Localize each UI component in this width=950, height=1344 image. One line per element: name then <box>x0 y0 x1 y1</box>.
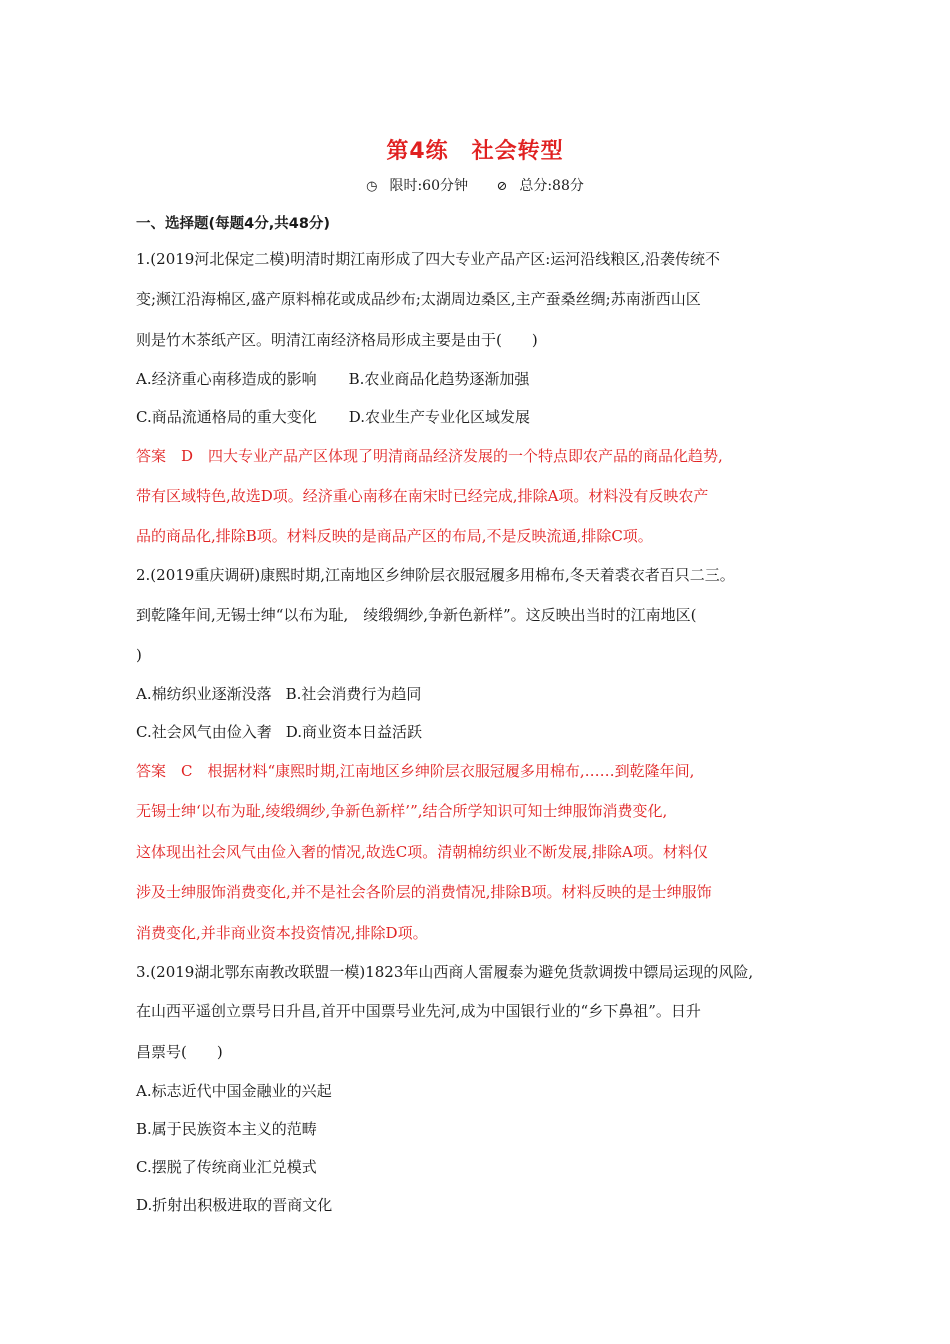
section-heading: 一、选择题(每题4分,共48分) <box>136 216 331 232</box>
q1-options-row <box>136 369 529 389</box>
q3-stem-line: 3.(2019湖北鄂东南教改联盟一模)1823年山西商人雷履泰为避免货款调拨中镖局运现的风险, <box>136 963 754 981</box>
q2-option-a: A.棉纺织业逐渐没落 <box>136 685 272 703</box>
q1-stem-line: 则是竹木茶纸产区。明清江南经济格局形成主要是由于( ) <box>136 331 538 349</box>
check-circle-icon: ⊘ <box>496 179 508 194</box>
q1-option-a: A.经济重心南移造成的影响 <box>136 370 317 388</box>
page-title: 第4练 社会转型 <box>386 139 564 164</box>
clock-icon: ◷ <box>366 179 378 194</box>
q3-stem-line: 在山西平遥创立票号日升昌,首开中国票号业先河,成为中国银行业的“乡下鼻祖”。日升 <box>136 1002 701 1020</box>
q2-options-row <box>136 722 422 742</box>
q2-answer-line: 涉及士绅服饰消费变化,并不是社会各阶层的消费情况,排除B项。材料反映的是士绅服饰 <box>136 883 712 901</box>
q1-answer-line: 答案 D 四大专业产品产区体现了明清商品经济发展的一个特点即农产品的商品化趋势, <box>136 447 723 465</box>
q2-stem-line: 2.(2019重庆调研)康熙时期,江南地区乡绅阶层衣服冠履多用棉布,冬天着裘衣者百只二三。 <box>136 566 735 584</box>
q2-answer-line: 这体现出社会风气由俭入奢的情况,故选C项。清朝棉纺织业不断发展,排除A项。材料仅 <box>136 843 708 861</box>
q3-option-c: C.摆脱了传统商业汇兑模式 <box>136 1158 317 1176</box>
q2-stem-line: 到乾隆年间,无锡士绅“以布为耻, 绫缎绸纱,争新色新样”。这反映出当时的江南地区( <box>136 606 697 624</box>
total-score <box>490 178 589 194</box>
time-limit-label: 限时:60分钟 <box>389 178 468 194</box>
q1-option-d: D.农业生产专业化区域发展 <box>348 408 530 426</box>
q2-answer-line: 消费变化,并非商业资本投资情况,排除D项。 <box>136 924 428 942</box>
q2-options-row <box>136 684 421 704</box>
q3-option-d: D.折射出积极进取的晋商文化 <box>136 1196 333 1214</box>
q2-answer-line: 无锡士绅‘以布为耻,绫缎绸纱,争新色新样’”,结合所学知识可知士绅服饰消费变化, <box>136 802 668 820</box>
q1-answer-line: 品的商品化,排除B项。材料反映的是商品产区的布局,不是反映流通,排除C项。 <box>136 527 653 545</box>
total-score-label: 总分:88分 <box>519 178 584 194</box>
q2-stem-line: ) <box>136 646 142 664</box>
q3-stem-line: 昌票号( ) <box>136 1043 223 1061</box>
q1-stem-line: 变;濒江沿海棉区,盛产原料棉花或成品纱布;太湖周边桑区,主产蚕桑丝绸;苏南浙西山区 <box>136 290 701 308</box>
q1-stem-line: 1.(2019河北保定二模)明清时期江南形成了四大专业产品产区:运河沿线粮区,沿袭传统不 <box>136 250 721 268</box>
q1-options-row <box>136 407 530 427</box>
q2-option-d: D.商业资本日益活跃 <box>285 723 422 741</box>
q2-answer-line: 答案 C 根据材料“康熙时期,江南地区乡绅阶层衣服冠履多用棉布,……到乾隆年间, <box>136 762 695 780</box>
q1-option-c: C.商品流通格局的重大变化 <box>136 408 317 426</box>
q1-answer-line: 带有区域特色,故选D项。经济重心南移在南宋时已经完成,排除A项。材料没有反映农产 <box>136 487 709 505</box>
exam-meta <box>0 175 950 195</box>
time-limit <box>360 178 474 194</box>
q3-option-b: B.属于民族资本主义的范畴 <box>136 1120 317 1138</box>
q1-option-b: B.农业商品化趋势逐渐加强 <box>348 370 530 388</box>
q2-option-c: C.社会风气由俭入奢 <box>136 723 272 741</box>
q2-option-b: B.社会消费行为趋同 <box>285 685 422 703</box>
q3-option-a: A.标志近代中国金融业的兴起 <box>136 1082 332 1100</box>
